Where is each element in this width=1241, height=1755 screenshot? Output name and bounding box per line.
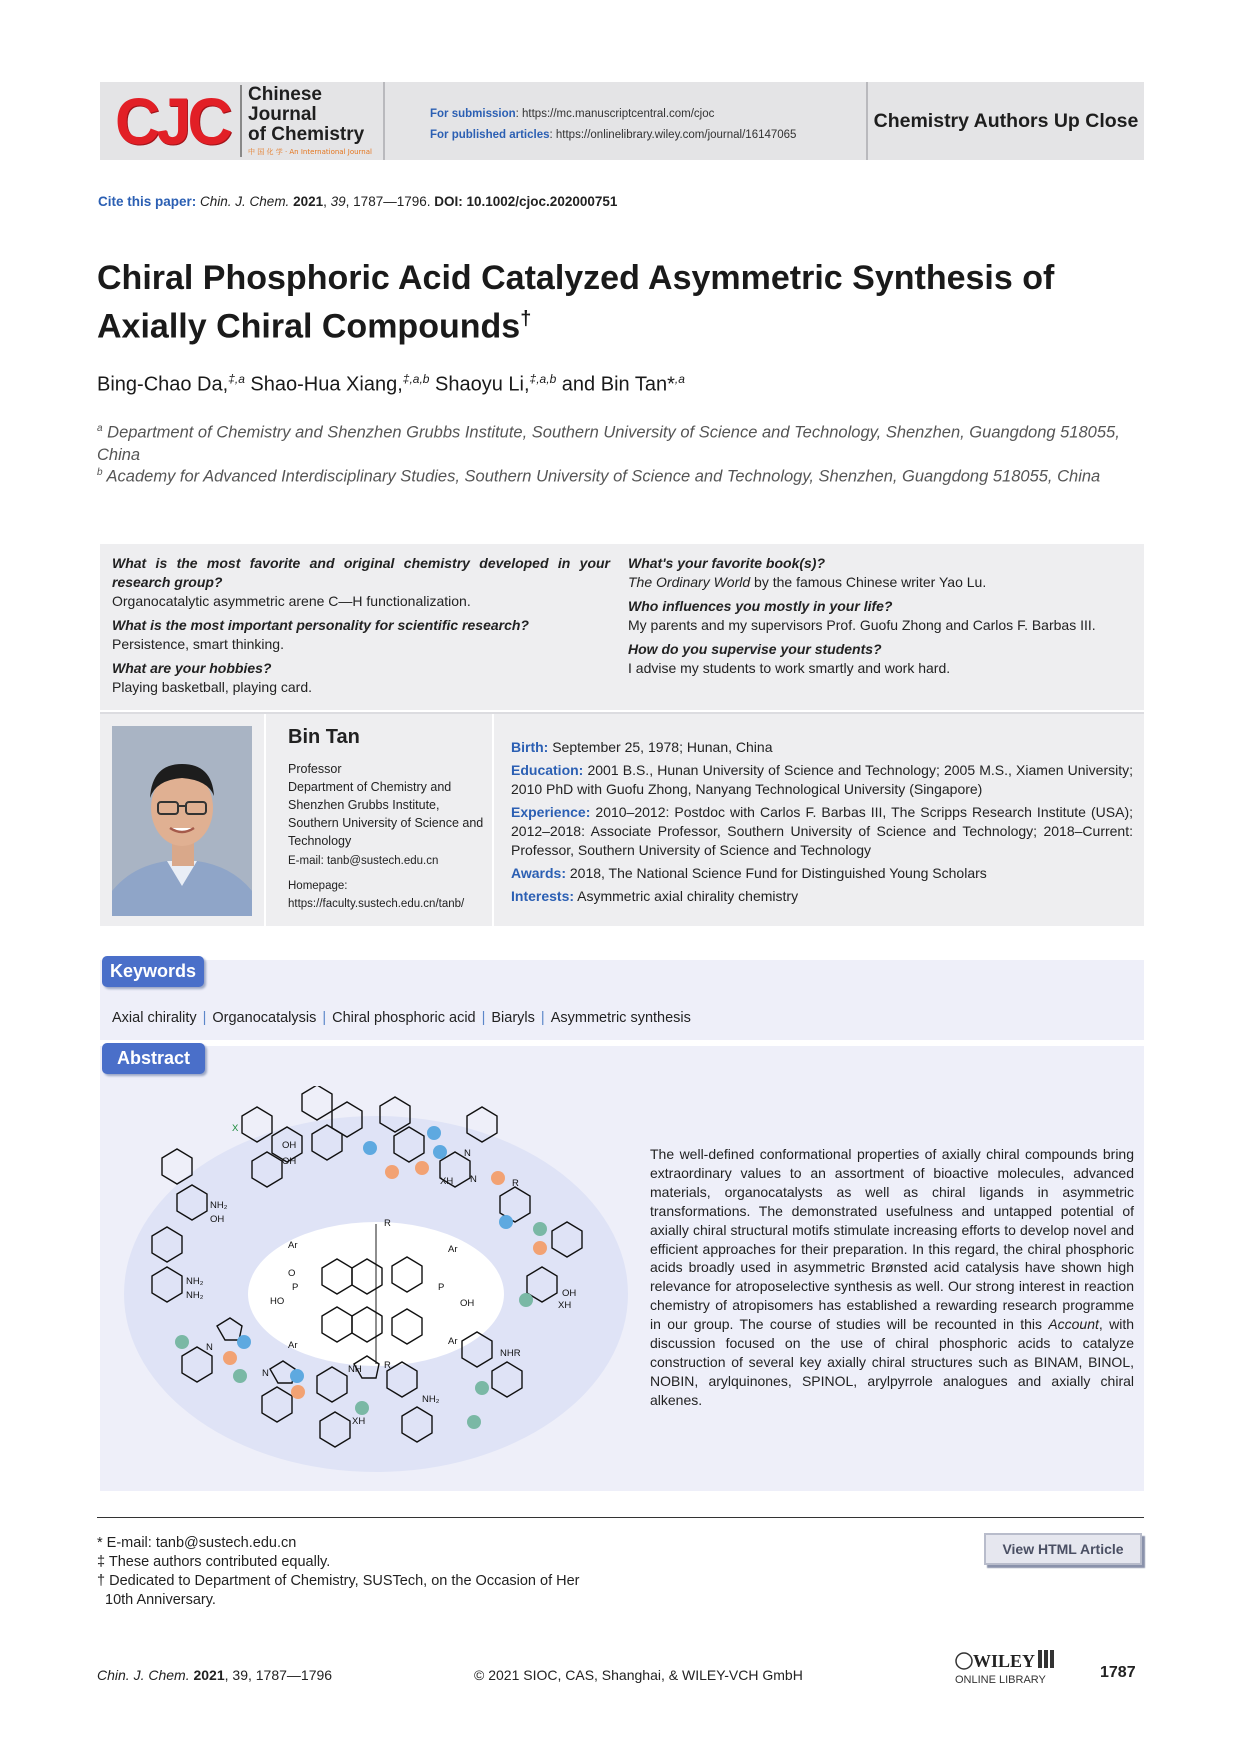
keyword: Chiral phosphoric acid <box>332 1010 476 1026</box>
portrait-image <box>112 726 252 916</box>
blue-sphere <box>290 1369 304 1383</box>
keyword: Asymmetric synthesis <box>550 1010 691 1026</box>
interview-box <box>100 544 1144 710</box>
footer-journal: Chin. J. Chem. <box>97 1667 190 1683</box>
bio-divider <box>264 714 266 926</box>
green-sphere <box>533 1222 547 1236</box>
interview-answer: My parents and my supervisors Prof. Guofu Zhong and Carlos F. Barbas III. <box>628 617 1096 633</box>
interests-text: Asymmetric axial chirality chemistry <box>574 888 799 904</box>
interview-question: What is the most important personality for scientific research? <box>112 617 529 633</box>
section-title: Chemistry Authors Up Close <box>873 109 1139 132</box>
keyword-separator: | <box>322 1010 327 1026</box>
interview-answer <box>628 573 1136 592</box>
footnote-text: 10th Anniversary. <box>105 1592 216 1608</box>
author-name: and Bin Tan* <box>556 373 675 396</box>
keyword-separator: | <box>481 1010 486 1026</box>
bio-contact <box>288 724 493 913</box>
atom-label: HO <box>270 1296 285 1307</box>
benzene-ring <box>302 1086 332 1120</box>
orange-sphere <box>291 1385 305 1399</box>
wiley-logo <box>955 1647 1065 1687</box>
author-name: Bing-Chao Da, <box>97 373 229 396</box>
wiley-wordmark: WILEY <box>973 1651 1036 1671</box>
abstract-emphasis: Account <box>1048 1316 1099 1333</box>
footnote-mark: * <box>97 1535 103 1551</box>
bio-name: Bin Tan <box>288 726 360 748</box>
journal-subtitle: 中 国 化 学 · An International Journal <box>248 148 372 156</box>
interests-label: Interests: <box>511 888 575 904</box>
interview-answer: Playing basketball, playing card. <box>112 679 313 695</box>
abstract-body: The well-defined conformational properties of axially chiral compounds bring extraordinary values to an assortment of bioactive molecules, advanced materials, organocatalysts as well as chiral ligands in asymmetric transformations. The demonstrated usefulness and untapped potential of axially chiral structural motifs stimulate increasing efforts to develop novel and efficient approaches for their preparation. In this regard, the chiral phosphoric acids broadly used in asymmetric Brønsted acid catalysis have shown high relevance for atroposelective synthesis as well. Our strong interest in reaction chemistry of atropisomers has established a rewarding research programme in our group. The course of studies will be recounted in this <box>650 1146 1134 1333</box>
author-name: Shao-Hua Xiang, <box>244 373 403 396</box>
page-number: 1787 <box>1100 1664 1136 1681</box>
atom-label: N <box>262 1368 269 1379</box>
atom-label: OH <box>282 1156 297 1167</box>
atom-label: N <box>464 1148 471 1159</box>
interview-answer: I advise my students to work smartly and work hard. <box>628 660 951 676</box>
blue-sphere <box>237 1335 251 1349</box>
atom-label: X <box>232 1123 239 1134</box>
atom-label: R <box>512 1178 519 1189</box>
footnote-text: Dedicated to Department of Chemistry, SUSTech, on the Occasion of Her <box>105 1573 580 1589</box>
library-book-icon <box>1050 1650 1054 1668</box>
keywords-tab: Keywords <box>102 956 204 987</box>
bio-position: Professor <box>288 762 342 776</box>
bio-homepage-label: Homepage: <box>288 880 348 892</box>
footer-year: 2021 <box>193 1667 225 1683</box>
footnote-mark: ‡ <box>97 1554 106 1570</box>
awards-text: 2018, The National Science Fund for Distinguished Young Scholars <box>565 865 987 881</box>
atom-label: XH <box>440 1176 454 1187</box>
atom-label: P <box>438 1282 445 1293</box>
atom-label: NH₂ <box>210 1200 228 1211</box>
footnote <box>97 1534 580 1553</box>
awards-label: Awards: <box>511 865 566 881</box>
atom-label: R <box>384 1360 391 1371</box>
title-line2: Axially Chiral Compounds <box>97 307 521 346</box>
cite-pages: , 1787—1796. <box>345 194 435 209</box>
published-label: For published articles <box>430 129 550 141</box>
footer-rest: , 39, 1787—1796 <box>224 1667 333 1683</box>
abstract-section <box>100 1046 1144 1491</box>
cite-journal: Chin. J. Chem. <box>200 194 290 209</box>
birth-text: September 25, 1978; Hunan, China <box>548 739 773 755</box>
footer-citation <box>97 1667 332 1683</box>
interview-question: What's your favorite book(s)? <box>628 555 826 571</box>
journal-header <box>100 82 1144 160</box>
author-name: Shaoyu Li, <box>429 373 530 396</box>
atom-label: R <box>384 1218 391 1229</box>
cite-volume: 39 <box>330 194 346 209</box>
green-sphere <box>355 1401 369 1415</box>
submission-label: For submission <box>430 108 516 120</box>
atom-label: OH <box>210 1214 225 1225</box>
interview-answer: Persistence, smart thinking. <box>112 636 284 652</box>
interview-answer: Organocatalytic asymmetric arene C—H functionalization. <box>112 593 471 609</box>
education-text: 2001 B.S., Hunan University of Science and Technology; 2005 M.S., Xiamen University; 2010 PhD with Guofu Zhong, Nanyang Technological University (Singapore) <box>511 762 1133 797</box>
affiliation-b <box>97 462 1147 488</box>
bio-interests <box>511 887 1133 906</box>
interview-right-column <box>628 554 1136 683</box>
interview-left-column <box>112 554 610 702</box>
journal-name <box>240 85 383 157</box>
bio-divider <box>492 714 494 926</box>
orange-sphere <box>533 1241 547 1255</box>
atom-label: N <box>206 1342 213 1353</box>
affiliation-text: Department of Chemistry and Shenzhen Grubbs Institute, Southern University of Science and Technology, Shenzhen, Guangdong 518055, China <box>97 423 1120 464</box>
book-title: The Ordinary World <box>628 574 751 590</box>
cite-doi[interactable]: DOI: 10.1002/cjoc.202000751 <box>434 194 618 209</box>
footnote-text: E-mail: tanb@sustech.edu.cn <box>102 1535 297 1551</box>
cite-label: Cite this paper: <box>98 194 197 209</box>
author-photo <box>112 726 252 916</box>
footnote-rule <box>97 1517 1144 1518</box>
toc-graphic <box>122 1086 630 1482</box>
bio-details <box>511 738 1133 910</box>
footnote-mark: † <box>97 1573 106 1589</box>
blue-sphere <box>433 1145 447 1159</box>
birth-label: Birth: <box>511 739 549 755</box>
atom-label: Ar <box>288 1240 298 1251</box>
atom-label: Ar <box>448 1244 458 1255</box>
keyword: Axial chirality <box>112 1010 197 1026</box>
bio-awards <box>511 864 1133 883</box>
abstract-body-end: , with discussion focused on the use of chiral phosphoric acids to catalyze construction of several key axially chiral structures such as BINAM, BINOL, NOBIN, arylquinones, SPINOL, arylpyrrole analogues and axially chiral alkenes. <box>650 1316 1134 1408</box>
orange-sphere <box>415 1161 429 1175</box>
affiliation-mark: b <box>97 467 103 478</box>
keyword-list <box>112 1010 691 1026</box>
bio-department: Department of Chemistry and Shenzhen Grubbs Institute, Southern University of Science and Technology <box>288 780 484 848</box>
wiley-seal-icon <box>956 1653 972 1669</box>
atom-label: NH <box>348 1364 362 1375</box>
affiliation-text: Academy for Advanced Interdisciplinary Studies, Southern University of Science and Technology, Shenzhen, Guangdong 518055, China <box>102 467 1101 486</box>
abstract-tab: Abstract <box>102 1043 205 1074</box>
blue-sphere <box>363 1141 377 1155</box>
atom-label: P <box>292 1282 299 1293</box>
author-affil: ‡,a <box>228 372 245 386</box>
atom-label: XH <box>352 1416 366 1427</box>
view-html-article-button[interactable]: View HTML Article <box>984 1533 1142 1565</box>
keyword-separator: | <box>540 1010 545 1026</box>
blue-sphere <box>427 1126 441 1140</box>
keyword: Biaryls <box>491 1010 535 1026</box>
atom-label: OH <box>562 1288 577 1299</box>
library-book-icon <box>1038 1650 1042 1668</box>
interview-question: What are your hobbies? <box>112 660 272 676</box>
atom-label: Ar <box>288 1340 298 1351</box>
journal-name-line2: of Chemistry <box>248 124 365 145</box>
atom-label: Ar <box>448 1336 458 1347</box>
keyword-separator: | <box>202 1010 207 1026</box>
citation-line: Cite this paper: Chin. J. Chem. 2021, 39, 1787—1796. DOI: 10.1002/cjoc.202000751 <box>98 194 618 209</box>
author-affil: ‡,a,b <box>529 372 557 386</box>
footnote-text: These authors contributed equally. <box>105 1554 331 1570</box>
title-line1: Chiral Phosphoric Acid Catalyzed Asymmetric Synthesis of <box>97 259 1055 297</box>
cjc-logo-text: CJC <box>115 84 230 158</box>
online-library-label: ONLINE LIBRARY <box>955 1674 1046 1686</box>
atom-label: OH <box>282 1140 297 1151</box>
keyword: Organocatalysis <box>212 1010 317 1026</box>
orange-sphere <box>223 1351 237 1365</box>
green-sphere <box>519 1293 533 1307</box>
green-sphere <box>233 1369 247 1383</box>
atom-label: NH₂ <box>186 1276 204 1287</box>
author-affil: ‡,a,b <box>402 372 430 386</box>
journal-name-line1: Chinese Journal <box>248 84 322 125</box>
bio-education <box>511 761 1133 799</box>
atom-label: OH <box>460 1298 475 1309</box>
cite-year: 2021 <box>293 194 324 209</box>
atom-label: NHR <box>500 1348 521 1359</box>
library-book-icon <box>1044 1650 1048 1668</box>
atom-label: XH <box>558 1300 572 1311</box>
journal-logo <box>100 82 385 160</box>
interview-question: What is the most favorite and original chemistry developed in your research group? <box>112 555 610 590</box>
bio-email[interactable]: E-mail: tanb@sustech.edu.cn <box>288 855 439 867</box>
interview-question: How do you supervise your students? <box>628 641 882 657</box>
published-link[interactable]: : https://onlinelibrary.wiley.com/journal/16147065 <box>549 129 797 141</box>
book-answer: by the famous Chinese writer Yao Lu. <box>750 574 987 590</box>
journal-links <box>385 82 868 160</box>
footnote <box>97 1553 580 1572</box>
green-sphere <box>475 1381 489 1395</box>
affiliation-a <box>97 418 1147 466</box>
affiliation-mark: a <box>97 423 103 434</box>
education-label: Education: <box>511 762 584 778</box>
submission-link[interactable]: : https://mc.manuscriptcentral.com/cjoc <box>515 108 715 120</box>
title-dagger: † <box>520 308 532 330</box>
interview-question: Who influences you mostly in your life? <box>628 598 893 614</box>
atom-label: N <box>470 1174 477 1185</box>
footnotes <box>97 1534 580 1610</box>
experience-text: 2010–2012: Postdoc with Carlos F. Barbas III, The Scripps Research Institute (USA); 2012–2018: Associate Professor, Southern University of Science and Technology; 2018–Current: Professor, Southern University of Science and Technology <box>511 804 1133 858</box>
abstract-text <box>650 1145 1134 1410</box>
atom-label: NH₂ <box>186 1290 204 1301</box>
author-list <box>97 372 685 397</box>
footer-copyright: © 2021 SIOC, CAS, Shanghai, & WILEY-VCH GmbH <box>474 1667 803 1683</box>
blue-sphere <box>499 1215 513 1229</box>
footnote <box>97 1572 580 1591</box>
paper-title <box>97 258 1137 347</box>
atom-label: NH₂ <box>422 1394 440 1405</box>
keywords-section <box>100 960 1144 1040</box>
orange-sphere <box>491 1171 505 1185</box>
green-sphere <box>467 1415 481 1429</box>
bio-birth <box>511 738 1133 757</box>
footnote <box>97 1591 580 1610</box>
experience-label: Experience: <box>511 804 591 820</box>
orange-sphere <box>385 1165 399 1179</box>
author-bio <box>100 712 1144 926</box>
bio-experience <box>511 803 1133 860</box>
green-sphere <box>175 1335 189 1349</box>
author-affil: ,a <box>674 372 685 386</box>
atom-label: O <box>288 1268 296 1279</box>
bio-homepage-link[interactable]: https://faculty.sustech.edu.cn/tanb/ <box>288 898 465 910</box>
